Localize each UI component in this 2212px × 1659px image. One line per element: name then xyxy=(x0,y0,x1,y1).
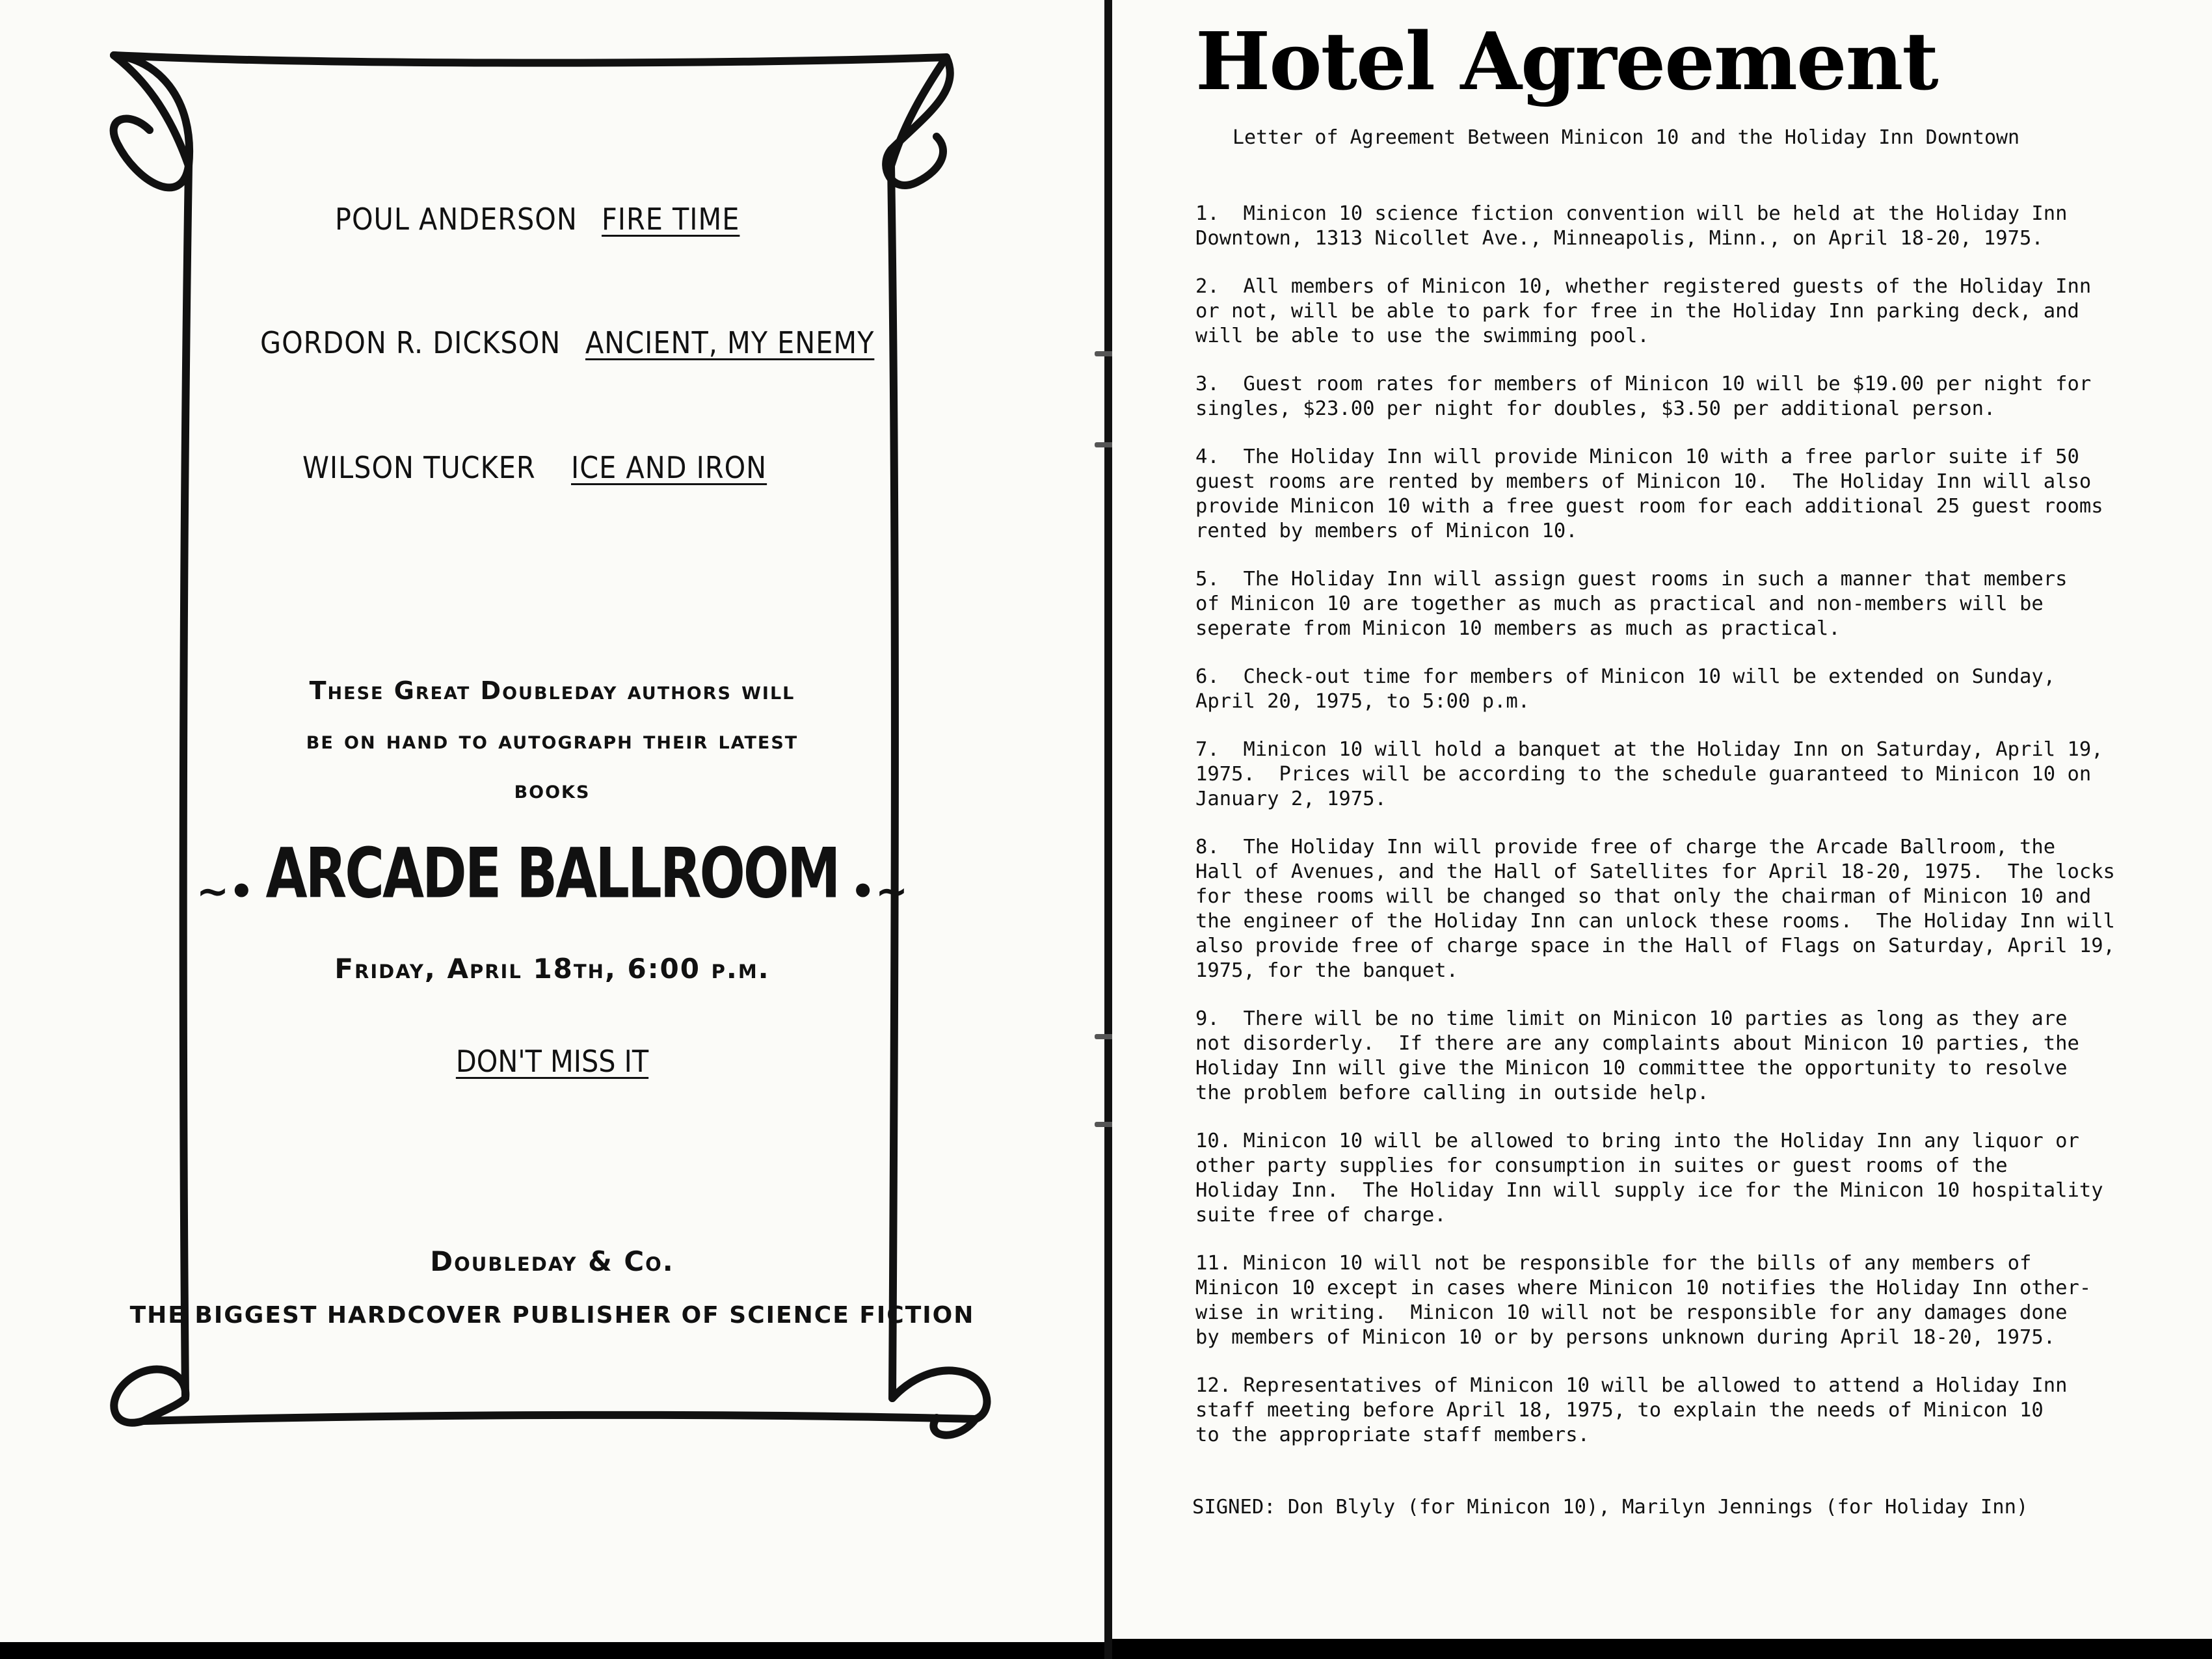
author-name: GORDON R. DICKSON xyxy=(260,325,561,360)
clause-8: 8. The Holiday Inn will provide free of charge the Arcade Ballroom, the Hall of Avenues, and the Hall of Satellites for April 18-20, 1975. The locks for these rooms will be changed so that only the chairman of Minicon 10 and the engineer of the Holiday Inn can unlock these rooms. The Holiday Inn will also provide free of charge space in the Hall of Flags on Saturday, April 19, 1975, for the banquet. xyxy=(1195,836,2115,982)
promo-line: These Great Doubleday authors will xyxy=(309,676,795,705)
dont-miss-text: DON'T MISS IT xyxy=(455,1044,649,1079)
staple-mark xyxy=(1095,351,1114,356)
clause-3: 3. Guest room rates for members of Minicon 10 will be $19.00 per night for singles, $23.00 per night for doubles, $3.50 per additional person. xyxy=(1195,373,2092,420)
event-date-time: Friday, April 18th, 6:00 p.m. xyxy=(334,953,770,985)
book-title: ICE AND IRON xyxy=(571,450,767,485)
staple-mark xyxy=(1095,1122,1114,1127)
clause-6: 6. Check-out time for members of Minicon 10 will be extended on Sunday, April 20, 1975, to 5:00 p.m. xyxy=(1195,665,2056,713)
page-gutter xyxy=(1104,0,1112,1659)
publisher-tagline: THE BIGGEST HARDCOVER PUBLISHER OF SCIENCE FICTION xyxy=(129,1302,975,1329)
book-title: FIRE TIME xyxy=(602,202,740,237)
clause-5: 5. The Holiday Inn will assign guest rooms in such a manner that members of Minicon 10 are together as much as practical and non-members will be seperate from Minicon 10 members as much as practical. xyxy=(1195,568,2068,640)
clause-12: 12. Representatives of Minicon 10 will be allowed to attend a Holiday Inn staff meeting before April 18, 1975, to explain the needs of Minicon 10 to the appropriate staff members. xyxy=(1195,1374,2068,1446)
venue-heading xyxy=(0,833,1104,915)
clause-4: 4. The Holiday Inn will provide Minicon 10 with a free parlor suite if 50 guest rooms are rented by members of Minicon 10. The Holiday Inn will also provide Minicon 10 with a free guest room for each additional 25 guest rooms rented by members of Minicon 10. xyxy=(1195,445,2103,542)
agreement-clauses xyxy=(1195,202,2158,1471)
clause-10: 10. Minicon 10 will be allowed to bring into the Holiday Inn any liquor or other party supplies for consumption in suites or guest rooms of the Holiday Inn. The Holiday Inn will supply ice for the Minicon 10 hospitality suite free of charge. xyxy=(1195,1130,2103,1227)
author-name: WILSON TUCKER xyxy=(302,450,536,485)
right-flourish-icon: •~ xyxy=(850,869,909,915)
left-flourish-icon: ~• xyxy=(196,869,254,915)
promo-line: books xyxy=(514,775,591,804)
left-page xyxy=(0,0,1104,1642)
clause-11: 11. Minicon 10 will not be responsible for the bills of any members of Minicon 10 except in cases where Minicon 10 notifies the Holiday Inn other- wise in writing. Minicon 10 will not be responsible for any damages done by members of Minicon 10 or by persons unknown during April 18-20, 1975. xyxy=(1195,1252,2092,1349)
promo-line: be on hand to autograph their latest xyxy=(306,726,799,754)
clause-7: 7. Minicon 10 will hold a banquet at the Holiday Inn on Saturday, April 19, 1975. Prices will be according to the schedule guaranteed to Minicon 10 on January 2, 1975. xyxy=(1195,738,2103,810)
signature-line: SIGNED: Don Blyly (for Minicon 10), Marilyn Jennings (for Holiday Inn) xyxy=(1192,1496,2029,1519)
book-title: ANCIENT, MY ENEMY xyxy=(585,325,875,360)
clause-9: 9. There will be no time limit on Minicon 10 parties as long as they are not disorderly. If there are any complaints about Minicon 10 parties, the Holiday Inn will give the Minicon 10 committee the opportunity to resolve the problem before calling in outside help. xyxy=(1195,1007,2079,1104)
document-title: Hotel Agreement xyxy=(1195,14,1938,108)
publisher-name: Doubleday & Co. xyxy=(430,1245,674,1277)
scroll-border-frame xyxy=(0,0,1104,1642)
document-subtitle: Letter of Agreement Between Minicon 10 and the Holiday Inn Downtown xyxy=(1233,126,2020,149)
clause-2: 2. All members of Minicon 10, whether registered guests of the Holiday Inn or not, will be able to park for free in the Holiday Inn parking deck, and will be able to use the swimming pool. xyxy=(1195,275,2092,347)
venue-name: ARCADE BALLROOM xyxy=(265,833,839,914)
staple-mark xyxy=(1095,442,1114,447)
author-name: POUL ANDERSON xyxy=(335,202,578,237)
staple-mark xyxy=(1095,1034,1114,1039)
clause-1: 1. Minicon 10 science fiction convention will be held at the Holiday Inn Downtown, 1313 Nicollet Ave., Minneapolis, Minn., on April 18-20, 1975. xyxy=(1195,202,2068,250)
